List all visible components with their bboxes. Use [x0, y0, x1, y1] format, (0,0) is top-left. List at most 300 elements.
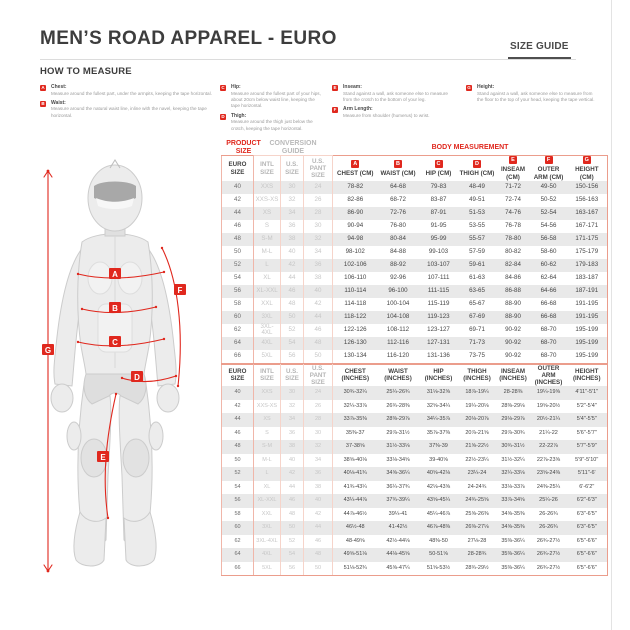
table-row — [222, 454, 608, 468]
table-cell: 90-92 — [496, 350, 531, 364]
table-cell: 175-179 — [567, 246, 608, 259]
table-cell: XXL — [254, 298, 281, 311]
figure-label-waist: B — [112, 304, 118, 313]
measure-description: Measure around the fullest part, under the armpits, keeping the tape horizontal. — [51, 90, 212, 96]
table-cell: 44 — [222, 207, 254, 220]
table-cell: 41¾-43¼ — [333, 481, 378, 495]
table-cell: 26-26¾ — [539, 510, 558, 517]
table-cell: 39¼-41 — [388, 510, 408, 517]
table-cell: 42 — [222, 400, 254, 414]
table-cell: 91-95 — [430, 222, 447, 230]
table-cell: 23⅝-24⅜ — [531, 467, 567, 481]
table-cell: 6'3"-6'5" — [567, 521, 608, 535]
table-row — [222, 181, 608, 194]
table-row — [222, 481, 608, 495]
table-cell: 64-68 — [378, 181, 419, 194]
column-header: E INSEAM (CM) — [496, 156, 531, 181]
table-cell: 32 — [281, 194, 304, 207]
table-cell: 104-108 — [378, 311, 419, 324]
table-cell: 46 — [222, 220, 254, 233]
measure-instruction-height — [466, 84, 600, 103]
table-cell: XL — [254, 481, 281, 495]
page-title: MEN’S ROAD APPAREL - EURO — [40, 28, 337, 49]
table-cell: 115-119 — [427, 300, 450, 308]
table-cell: 90-92 — [505, 326, 521, 334]
table-row — [222, 508, 608, 522]
table-cell: 43¼-44⅞ — [333, 494, 378, 508]
table-cell: 58 — [222, 508, 254, 522]
column-header-row — [222, 364, 608, 386]
table-cell: 68-70 — [531, 350, 567, 364]
table-cell: 80-82 — [505, 248, 521, 256]
measure-letter-badge: G — [467, 85, 471, 90]
table-cell: 68-70 — [540, 326, 557, 334]
table-cell: 73-75 — [459, 350, 496, 364]
table-cell: 40⅛-41¾ — [333, 467, 378, 481]
table-cell: 42 — [281, 259, 304, 272]
table-row — [222, 259, 608, 272]
table-cell: 38 — [281, 233, 304, 246]
table-cell: 27⅛-28 — [467, 537, 487, 544]
table-cell: 38⅝-40⅛ — [333, 454, 378, 468]
column-header: A CHEST (CM) — [333, 156, 378, 181]
table-cell: 54 — [281, 337, 304, 350]
table-cell: 33⅛-33⅞ — [501, 483, 525, 490]
table-cell: 20⅞-21⅝ — [465, 429, 489, 436]
table-cell: 34⅝-35⅜ — [501, 510, 525, 517]
measure-letter-badge: B — [41, 100, 45, 106]
table-cell: 30 — [281, 181, 304, 194]
table-cell: 167-171 — [567, 220, 608, 233]
table-cell: 195-199 — [567, 350, 608, 364]
table-cell: 111-115 — [419, 285, 459, 298]
measure-letter-badge: A — [351, 160, 359, 168]
table-cell: 46 — [304, 535, 333, 549]
table-cell: 79-83 — [419, 181, 459, 194]
table-cell: 43⅝-45¼ — [419, 494, 459, 508]
table-row — [222, 535, 608, 549]
page-edge-divider — [611, 0, 612, 630]
figure-label-chest: A — [112, 270, 118, 279]
table-cell: 24 — [304, 181, 333, 194]
column-header: C HIP (CM) — [419, 156, 459, 181]
table-cell: 3XL-4XL — [254, 324, 281, 337]
table-cell: 88-90 — [505, 300, 521, 308]
table-cell: 130-134 — [333, 350, 378, 364]
table-cell: 163-167 — [567, 207, 608, 220]
table-cell: 22⅞-23⅝ — [536, 456, 561, 463]
figure-label-arm: F — [177, 286, 183, 295]
table-cell: 37⅜-39 — [419, 440, 459, 454]
table-cell: 49-50 — [531, 181, 567, 194]
measure-instruction-arm-length — [332, 106, 458, 119]
table-row — [222, 194, 608, 207]
table-cell: 28¾-29½ — [459, 562, 496, 576]
measure-instruction-waist — [40, 100, 212, 119]
table-cell: 116-120 — [378, 350, 419, 364]
table-cell: 34 — [304, 246, 333, 259]
table-cell: 24-24¾ — [467, 483, 487, 490]
table-cell: 33⅞-34⅝ — [496, 494, 531, 508]
table-cell: 44 — [281, 272, 304, 285]
table-cell: 49-51 — [469, 196, 485, 204]
table-cell: XS — [254, 207, 281, 220]
table-cell: 4XL — [254, 337, 281, 350]
table-cell: 5'11"-6' — [567, 467, 608, 481]
table-cell: 66 — [222, 562, 254, 576]
table-cell: 71-72 — [496, 181, 531, 194]
table-row — [222, 548, 608, 562]
table-cell: 56 — [281, 350, 304, 364]
table-cell: 123-127 — [427, 326, 450, 334]
figure-label-hip: C — [112, 338, 118, 347]
table-cell: 95-99 — [419, 233, 459, 246]
table-cell: 25¼-26¾ — [378, 386, 419, 400]
table-cell: 49⅝-51⅛ — [333, 548, 378, 562]
table-cell: 112-116 — [378, 337, 419, 350]
table-cell: 3XL-4XL — [254, 535, 281, 549]
measure-description: Stand against a wall, ask someone else to measure from the crotch to the bottom of your leg. — [343, 90, 448, 102]
table-cell: 46 — [222, 427, 254, 441]
table-row — [222, 562, 608, 576]
column-header: INSEAM (INCHES) — [496, 364, 531, 386]
table-cell: 52 — [281, 535, 304, 549]
table-row — [222, 494, 608, 508]
table-cell: 40 — [222, 181, 254, 194]
table-cell: 50 — [281, 521, 304, 535]
table-cell: 34 — [281, 413, 304, 427]
table-cell: 52 — [222, 259, 254, 272]
body-measurement-group-header: BODY MEASUREMENT — [431, 143, 509, 151]
table-cell: 48 — [281, 508, 304, 522]
table-cell: 76-80 — [390, 222, 406, 230]
table-cell: 108-112 — [386, 326, 410, 334]
column-header: HEIGHT (INCHES) — [567, 364, 608, 386]
table-cell: 38 — [304, 272, 333, 285]
table-cell: 100-104 — [386, 300, 410, 308]
table-cell: 48 — [304, 337, 333, 350]
table-cell: 5'4"-5'5" — [567, 413, 608, 427]
table-cell: XS — [254, 413, 281, 427]
table-cell: 3XL — [254, 521, 281, 535]
table-cell: 34 — [304, 454, 333, 468]
table-cell: L — [254, 259, 281, 272]
table-cell: 119-123 — [419, 311, 459, 324]
column-header: G HEIGHT (CM) — [567, 156, 608, 181]
table-cell: XXL — [254, 508, 281, 522]
table-cell: S-M — [254, 233, 281, 246]
table-cell: S — [254, 220, 281, 233]
table-cell: 183-187 — [567, 272, 608, 285]
table-cell: 22½-23¼ — [465, 456, 489, 463]
measure-name: Height: — [477, 84, 495, 90]
column-header: INTL SIZE — [254, 364, 281, 386]
table-cell: 65-67 — [469, 300, 485, 308]
table-cell: 46 — [304, 324, 333, 337]
table-cell: 187-191 — [567, 285, 608, 298]
table-cell: 131-136 — [419, 350, 459, 364]
table-cell: 37-38⅝ — [333, 440, 378, 454]
table-cell: 68-72 — [390, 196, 406, 204]
column-header: HIP (INCHES) — [419, 364, 459, 386]
table-cell: 40 — [304, 494, 333, 508]
table-cell: 24¾-25⅝ — [459, 494, 496, 508]
column-header: U.S. SIZE — [281, 364, 304, 386]
column-header: F OUTER ARM (CM) — [531, 156, 567, 181]
table-row — [222, 298, 608, 311]
table-cell: 31⅛-32⅝ — [419, 386, 459, 400]
conversion-guide-group-header: CONVERSION GUIDE — [269, 140, 317, 155]
table-cell: 59-61 — [459, 259, 496, 272]
table-cell: 26¾-27½ — [531, 562, 567, 576]
table-cell: 20⅛-20⅞ — [459, 413, 496, 427]
table-cell: 28 — [304, 207, 333, 220]
table-cell: 32 — [304, 440, 333, 454]
table-cell: 179-183 — [567, 259, 608, 272]
table-cell: 3XL — [254, 311, 281, 324]
table-cell: 5XL — [254, 562, 281, 576]
table-cell: 122-126 — [333, 324, 378, 337]
measure-name: Thigh: — [231, 112, 247, 119]
table-cell: 56 — [222, 494, 254, 508]
table-cell: 48-49⅝ — [333, 535, 378, 549]
table-cell: 30¾-32¼ — [333, 386, 378, 400]
table-cell: 54 — [222, 481, 254, 495]
instruction-column — [332, 84, 466, 135]
measure-name: Chest: — [51, 84, 67, 90]
table-cell: 50 — [304, 350, 333, 364]
column-header: B WAIST (CM) — [378, 156, 419, 181]
table-cell: 110-114 — [333, 285, 378, 298]
table-cell: 36 — [304, 259, 333, 272]
measure-letter-badge: G — [584, 157, 589, 164]
size-tables — [221, 140, 609, 576]
column-header: EURO SIZE — [222, 364, 254, 386]
column-header-row — [222, 156, 608, 181]
table-cell: 33⅛-34⅝ — [386, 456, 410, 463]
table-cell: 34⅝-36¼ — [378, 467, 419, 481]
table-cell: 4'11"-5'1" — [567, 386, 608, 400]
table-cell: 106-110 — [333, 272, 378, 285]
table-cell: 40⅝-42⅛ — [419, 467, 459, 481]
table-row — [222, 467, 608, 481]
how-to-measure-heading: HOW TO MEASURE — [40, 66, 132, 77]
table-cell: 86-90 — [333, 207, 378, 220]
table-cell: 102-106 — [333, 259, 378, 272]
table-cell: 50 — [222, 454, 254, 468]
table-cell: 50-51⅝ — [419, 548, 459, 562]
table-cell: 35⅜-37 — [333, 427, 378, 441]
measure-letter-badge: C — [435, 160, 443, 168]
table-cell: 156-163 — [567, 194, 608, 207]
measure-letter-badge: F — [333, 107, 337, 113]
table-cell: 94-98 — [333, 233, 378, 246]
table-cell: 56-58 — [531, 233, 567, 246]
measure-name: Waist: — [51, 99, 66, 106]
table-cell: 26-26¾ — [531, 521, 567, 535]
measure-letter-badge: B — [394, 160, 402, 168]
table-cell: 25¼-26 — [531, 494, 567, 508]
table-cell: 5'9"-5'10" — [567, 454, 608, 468]
measure-letter-badge: A — [41, 85, 45, 90]
table-cell: 50-52 — [540, 196, 557, 204]
table-cell: 48⅜-50 — [429, 537, 448, 544]
table-cell: XXS-XS — [254, 194, 281, 207]
table-cell: 36 — [281, 427, 304, 441]
table-cell: 24 — [304, 386, 333, 400]
table-cell: 6'5"-6'6" — [567, 535, 608, 549]
table-cell: 30¾-31½ — [496, 440, 531, 454]
table-cell: XL-XXL — [254, 285, 281, 298]
table-cell: 42 — [281, 467, 304, 481]
table-cell: 48-49 — [459, 181, 496, 194]
table-row — [222, 272, 608, 285]
column-header: D THIGH (CM) — [459, 156, 496, 181]
table-cell: 26 — [304, 400, 333, 414]
table-cell: 54-56 — [540, 222, 557, 230]
table-cell: 71-73 — [459, 337, 496, 350]
table-cell: XXS-XS — [254, 400, 281, 414]
table-cell: 20½-21¼ — [531, 413, 567, 427]
measure-instruction-inseam — [332, 84, 458, 103]
table-cell: 48 — [222, 440, 254, 454]
cm-size-table — [221, 140, 608, 364]
table-cell: 32¼-33⅞ — [333, 400, 378, 414]
table-cell: 46 — [281, 494, 304, 508]
table-cell: 5'6"-5'7" — [567, 427, 608, 441]
table-row — [222, 246, 608, 259]
table-row — [222, 400, 608, 414]
table-cell: 35⅜-36¼ — [501, 537, 525, 544]
table-cell: 44 — [304, 311, 333, 324]
table-cell: 46½-48 — [333, 521, 378, 535]
table-cell: 58-60 — [540, 248, 557, 256]
table-cell: 4XL — [254, 548, 281, 562]
header-divider — [40, 59, 576, 60]
table-cell: 26 — [304, 194, 333, 207]
table-cell: 57-59 — [469, 248, 485, 256]
table-cell: 35⅞-37⅜ — [426, 429, 451, 436]
group-header-row — [222, 140, 608, 156]
table-cell: 42 — [222, 194, 254, 207]
table-cell: 31½-33⅛ — [378, 440, 419, 454]
column-header: U.S. PANT SIZE — [304, 156, 333, 181]
table-cell: 32⅝-34¼ — [426, 402, 451, 409]
table-cell: 31½-32¼ — [501, 456, 525, 463]
instruction-column — [220, 84, 332, 135]
table-cell: 69-71 — [469, 326, 485, 334]
column-header: CHEST (INCHES) — [333, 364, 378, 386]
table-cell: 40 — [304, 285, 333, 298]
table-cell: 84-88 — [390, 248, 406, 256]
table-cell: 34⅝-35⅜ — [496, 521, 531, 535]
table-cell: 61-63 — [469, 274, 485, 282]
measure-instruction-thigh — [220, 113, 324, 132]
table-cell: 38 — [281, 440, 304, 454]
table-cell: 6'5"-6'6" — [567, 562, 608, 576]
table-cell: 64 — [222, 548, 254, 562]
table-cell: 28⅜-29⅛ — [501, 402, 525, 409]
measure-letter-badge: C — [221, 85, 225, 90]
table-cell: 39-40⅝ — [429, 456, 448, 463]
measure-letter-badge: F — [545, 156, 553, 164]
table-cell: 51⅛-52¾ — [333, 562, 378, 576]
table-cell: 34¼-35⅞ — [419, 413, 459, 427]
table-cell: 29⅞-30¾ — [501, 429, 525, 436]
table-row — [222, 440, 608, 454]
measure-instructions — [40, 84, 595, 135]
table-cell: 42 — [304, 508, 333, 522]
table-cell: 60-62 — [531, 259, 567, 272]
rider-mannequin-illustration — [18, 146, 208, 606]
table-cell: 78-80 — [496, 233, 531, 246]
table-cell: XL-XXL — [254, 494, 281, 508]
table-cell: M-L — [254, 246, 281, 259]
instruction-column — [466, 84, 600, 135]
table-cell: 171-175 — [567, 233, 608, 246]
table-cell: 50 — [304, 562, 333, 576]
table-cell: 96-100 — [378, 285, 419, 298]
table-cell: 30 — [281, 386, 304, 400]
table-cell: 48 — [304, 548, 333, 562]
table-cell: 30 — [304, 220, 333, 233]
table-cell: 44 — [304, 521, 333, 535]
table-cell: 88-92 — [378, 259, 419, 272]
table-cell: 32 — [304, 233, 333, 246]
size-guide-tab[interactable]: SIZE GUIDE — [508, 41, 571, 60]
table-cell: 5'7"-5'9" — [567, 440, 608, 454]
table-cell: 78-82 — [333, 181, 378, 194]
table-cell: 62 — [222, 324, 254, 337]
table-row — [222, 350, 608, 364]
column-header: THIGH (INCHES) — [459, 364, 496, 386]
table-cell: 46 — [281, 285, 304, 298]
figure-label-thigh: D — [134, 373, 140, 382]
table-cell: S-M — [254, 440, 281, 454]
table-cell: 107-111 — [427, 274, 450, 282]
table-row — [222, 220, 608, 233]
table-row — [222, 386, 608, 400]
table-cell: 6'-6'2" — [567, 481, 608, 495]
table-cell: 98-102 — [333, 246, 378, 259]
table-cell: 35⅜-36¼ — [496, 548, 531, 562]
table-cell: 40 — [222, 386, 254, 400]
table-cell: 19¼-19⅝ — [531, 386, 567, 400]
table-cell: 22-22⅞ — [531, 440, 567, 454]
table-row — [222, 337, 608, 350]
table-cell: 90-92 — [496, 337, 531, 350]
measure-instruction-hip — [220, 84, 324, 110]
table-cell: 35⅜-36¼ — [496, 562, 531, 576]
table-row — [222, 521, 608, 535]
table-cell: 44⅞-46½ — [333, 508, 378, 522]
measure-instruction-chest — [40, 84, 212, 97]
table-cell: 195-199 — [567, 324, 608, 337]
measure-description: Measure around the fullest part of your hips, about 20cm below waist line, keeping the tape horizontal. — [231, 90, 321, 109]
table-cell: 28-28⅜ — [496, 386, 531, 400]
measure-name: Arm Length: — [343, 106, 373, 113]
table-cell: 23¼-24 — [459, 467, 496, 481]
table-cell: 195-199 — [567, 337, 608, 350]
table-row — [222, 413, 608, 427]
table-cell: 84-86 — [505, 274, 521, 282]
table-cell: 76-78 — [505, 222, 521, 230]
table-cell: 26¾-27½ — [531, 548, 567, 562]
table-cell: 51-53 — [459, 207, 496, 220]
table-cell: 67-69 — [459, 311, 496, 324]
table-cell: 42½-44⅛ — [386, 537, 410, 544]
table-cell: 60 — [222, 311, 254, 324]
